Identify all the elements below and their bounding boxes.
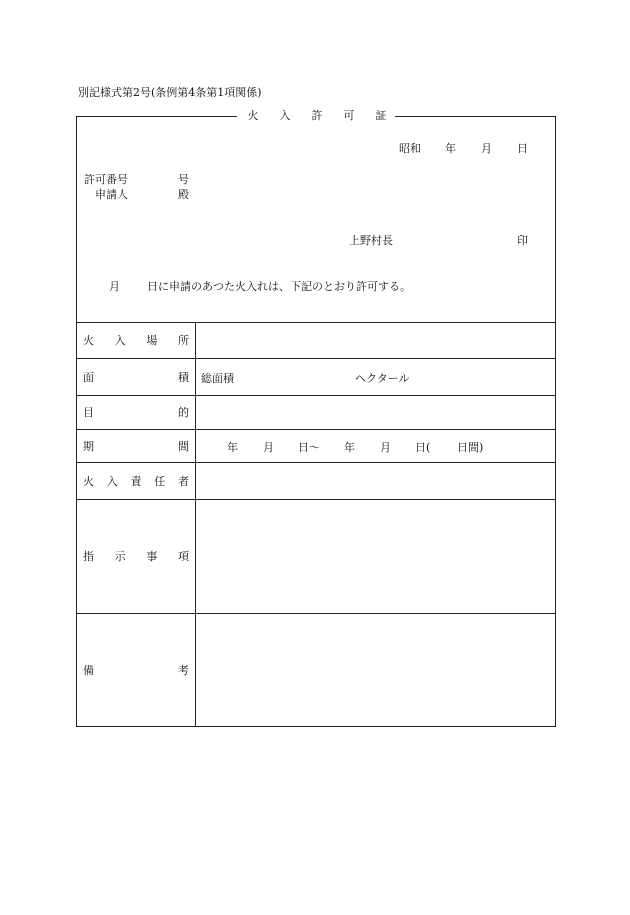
- title-char: 火: [247, 109, 259, 122]
- title-char: 許: [311, 109, 323, 122]
- statement-body: 日に申請のあつた火入れは、下記のとおり許可する。: [147, 280, 411, 293]
- form-title: [237, 109, 397, 123]
- period-start-year: 年: [227, 441, 238, 454]
- column-rule: [195, 322, 196, 726]
- title-char: 可: [343, 109, 355, 122]
- period-end-year: 年: [344, 441, 355, 454]
- date-year: 年: [445, 142, 456, 155]
- issuer-seal: 印: [517, 234, 528, 247]
- period-start-month: 月: [263, 441, 274, 454]
- row-label-location: 火 入 場 所: [83, 334, 189, 347]
- date-month: 月: [481, 142, 492, 155]
- top-border-right: [395, 116, 555, 117]
- row-label-purpose: 目 的: [83, 406, 189, 419]
- period-end-day: 日(: [415, 441, 431, 454]
- area-prefix: 総面積: [201, 372, 234, 385]
- permit-number-label: 許可番号: [84, 173, 128, 186]
- row-label-instructions: 指 示 事 項: [83, 550, 189, 563]
- row-label-responsible: 火 入 責 任 者: [83, 474, 189, 488]
- applicant-honorific: 殿: [178, 188, 189, 201]
- applicant-label: 申請人: [95, 188, 128, 201]
- form-reference: 別記様式第2号(条例第4条第1項関係): [78, 86, 262, 99]
- permit-form: [76, 109, 556, 727]
- period-end-month: 月: [380, 441, 391, 454]
- date-day: 日: [517, 142, 528, 155]
- top-border-left: [77, 116, 237, 117]
- permit-number-suffix: 号: [178, 173, 189, 186]
- period-days: 日間): [457, 441, 484, 454]
- period-start-day: 日～: [298, 441, 320, 454]
- date-era: 昭和: [399, 142, 421, 155]
- issuer-name: 上野村長: [349, 234, 393, 247]
- row-label-area: 面 積: [83, 370, 189, 384]
- row-label-period: 期 間: [83, 439, 189, 453]
- area-unit: ヘクタール: [355, 372, 410, 385]
- row-label-remarks: 備 考: [83, 664, 189, 677]
- statement-month: 月: [109, 280, 120, 293]
- title-char: 入: [279, 109, 291, 122]
- title-char: 証: [375, 109, 387, 122]
